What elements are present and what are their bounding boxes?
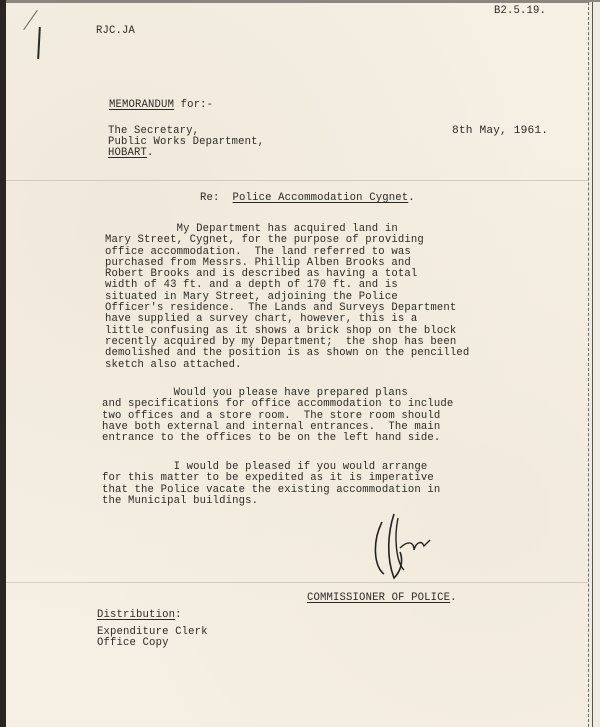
paragraph-1 <box>105 224 469 371</box>
addressee-line-1: The Secretary, <box>108 125 200 137</box>
signature-title <box>307 593 457 604</box>
memo-heading <box>109 100 213 111</box>
distribution-label-suffix: : <box>175 609 182 621</box>
memo-heading-title: MEMORANDUM <box>109 99 175 111</box>
paragraph-line: Robert Brooks and is described as having a total <box>105 268 418 281</box>
paragraph-line: for this matter to be expedited as it is imperative <box>102 472 434 485</box>
paragraph-line: Mary Street, Cygnet, for the purpose of providing <box>105 234 424 247</box>
distribution-label-text: Distribution <box>97 609 176 621</box>
paragraph-line: purchased from Messrs. Phillip Alben Brooks and <box>105 256 411 269</box>
paragraph-line: have supplied a survey chart, however, this is a <box>105 313 418 326</box>
subject-suffix: . <box>408 192 415 204</box>
reference-initials: RJC.JA <box>96 25 136 37</box>
page-top-edge <box>6 0 600 3</box>
paragraph-line: office accommodation. The land referred to was <box>105 245 411 258</box>
subject-prefix: Re: <box>200 192 220 204</box>
addressee-city <box>108 148 154 159</box>
addressee-city-name: HOBART <box>108 147 148 159</box>
paragraph-line: two offices and a store room. The store room should <box>102 409 441 422</box>
addressee-line-2: Public Works Department, <box>108 136 265 148</box>
paragraph-line: that the Police vacate the existing accommodation in <box>102 483 441 496</box>
file-number: B2.5.19. <box>494 5 547 17</box>
paragraph-line: the Municipal buildings. <box>102 494 259 507</box>
signature-title-suffix: . <box>450 592 457 604</box>
paragraph-line: width of 43 ft. and a depth of 170 ft. and is <box>105 279 398 292</box>
fold-line <box>6 180 600 181</box>
paragraph-line: Officer's residence. The Lands and Surveys Department <box>105 302 457 315</box>
paragraph-line: entrance to the offices to be on the left hand side. <box>102 432 441 445</box>
distribution-recipient: Office Copy <box>97 637 169 649</box>
paragraph-line: Would you please have prepared plans <box>102 387 408 399</box>
paragraph-3 <box>102 462 440 507</box>
page-right-edge <box>588 2 600 727</box>
memo-heading-suffix: for:- <box>174 99 214 111</box>
addressee-city-suffix: . <box>147 147 154 159</box>
paragraph-line: recently acquired by my Department; the shop has been <box>105 335 457 348</box>
signature <box>370 512 450 582</box>
fold-line <box>6 582 600 583</box>
paragraph-line: and specifications for office accommodation to include <box>102 398 454 411</box>
paragraph-line: situated in Mary Street, adjoining the Police <box>105 290 398 303</box>
distribution-recipient: Expenditure Clerk <box>97 626 208 638</box>
subject-text: Police Accommodation Cygnet <box>232 192 409 204</box>
paragraph-line: sketch also attached. <box>105 358 242 371</box>
paragraph-line: My Department has acquired land in <box>105 223 398 235</box>
subject-line <box>200 193 415 204</box>
signature-title-text: COMMISSIONER OF POLICE <box>307 592 451 604</box>
paragraph-line: demolished and the position is as shown on the pencilled <box>105 347 470 360</box>
memo-date: 8th May, 1961. <box>452 125 549 137</box>
distribution-label <box>97 610 182 621</box>
paragraph-2 <box>102 388 453 444</box>
page-right-border <box>592 2 593 727</box>
paragraph-line: little confusing as it shows a brick shop on the block <box>105 324 457 337</box>
paragraph-line: I would be pleased if you would arrange <box>102 461 428 473</box>
paragraph-line: have both external and internal entrances. The main <box>102 420 441 433</box>
